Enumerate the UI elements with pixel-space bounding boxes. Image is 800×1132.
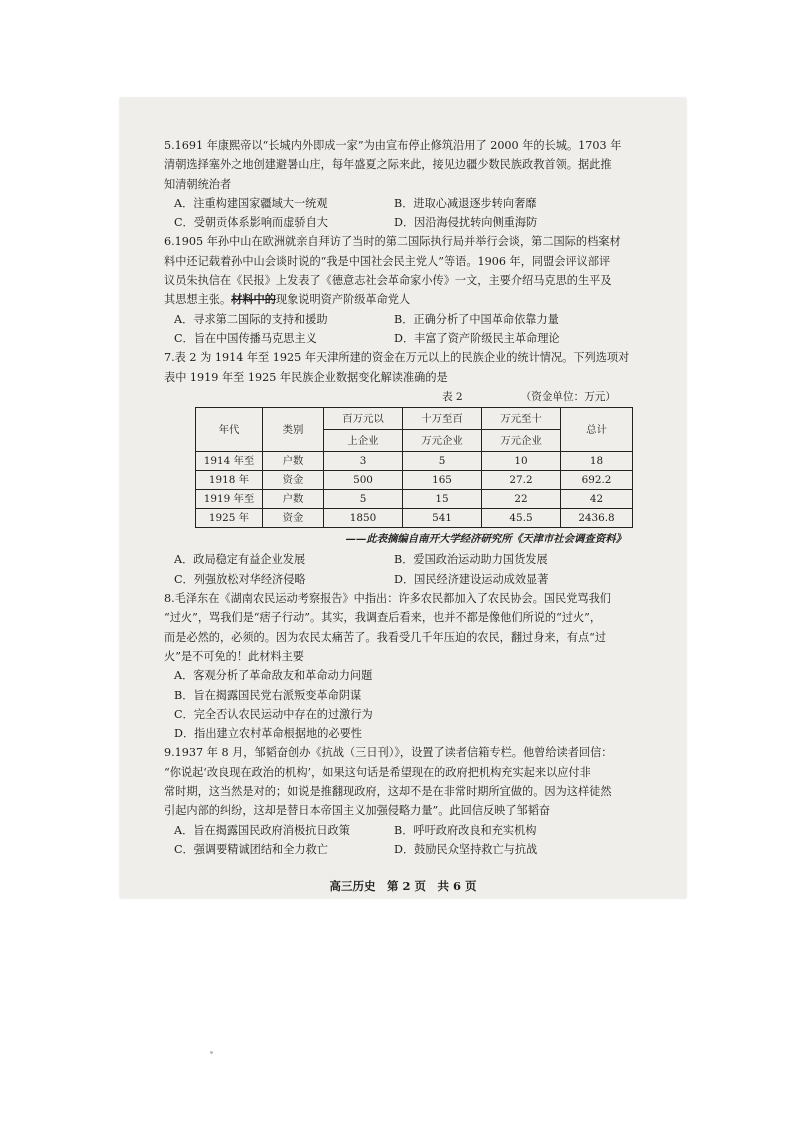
period-cell: 1918 年 — [196, 471, 263, 490]
value-cell: 27.2 — [482, 471, 561, 490]
value-cell: 3 — [324, 452, 403, 471]
value-cell: 10 — [482, 452, 561, 471]
q6-struck-text: 材料中的 — [231, 292, 276, 307]
q8-stem-line-1: 8.毛泽东在《湖南农民运动考察报告》中指出：许多农民都加入了农民协会。国民党骂我们 — [164, 592, 611, 606]
table-header-row — [196, 408, 633, 430]
q7-option-c: C．列强放松对华经济侵略 — [174, 572, 306, 586]
q9-option-a: A．旨在揭露国民政府消极抗日政策 — [174, 823, 350, 837]
q9-options — [164, 821, 656, 860]
header-million-a: 百万元以 — [324, 408, 403, 430]
category-cell: 户数 — [263, 452, 324, 471]
q5-stem-line-1: 5.1691 年康熙帝以“长城内外即成一家”为由宣布停止修筑沿用了 2000 年的长城。1703 年 — [164, 139, 622, 152]
category-cell: 资金 — [263, 509, 324, 528]
q9-stem-line-2: “你说起‘改良现在政治的机构’，如果这句话是希望现在的政府把机构充实起来以应付非 — [164, 765, 591, 779]
q8-stem-line-4: 火”是不可免的！此材料主要 — [164, 649, 304, 663]
table-caption — [164, 388, 656, 407]
header-ten-k-a: 万元至十 — [482, 408, 561, 430]
q8-options — [164, 666, 656, 743]
q6-stem-line-3: 议员朱执信在《民报》上发表了《德意志社会革命家小传》一文，主要介绍马克思的生平及 — [164, 274, 612, 288]
value-cell: 15 — [403, 490, 482, 509]
q7-stem-line-1: 7.表 2 为 1914 年至 1925 年天津所建的资金在万元以上的民族企业的统计情况。下列选项对 — [164, 351, 630, 365]
q6-option-d: D．丰富了资产阶级民主革命理论 — [394, 331, 560, 345]
q9-stem-line-1: 9.1937 年 8 月，邹韬奋创办《抗战（三日刊）》，设置了读者信箱专栏。他曾给读者回信： — [164, 746, 613, 760]
speck — [210, 1051, 213, 1054]
question-9 — [164, 743, 656, 859]
q6-options — [164, 310, 656, 349]
question-5 — [164, 136, 656, 232]
period-cell: 1925 年 — [196, 509, 263, 528]
q5-stem-line-2: 清朝选择塞外之地创建避暑山庄，每年盛夏之际来此，接见边疆少数民族政教首领。据此推 — [164, 158, 612, 172]
q7-option-b: B．爱国政治运动助力国货发展 — [394, 553, 548, 567]
header-hundred-k-a: 十万至百 — [403, 408, 482, 430]
q6-stem-line-1: 6.1905 年孙中山在欧洲就亲自拜访了当时的第二国际执行局并举行会谈，第二国际的档案材 — [164, 235, 621, 249]
period-cell: 1919 年至 — [196, 490, 263, 509]
table-row — [196, 452, 633, 471]
q7-options — [164, 550, 656, 589]
total-cell: 18 — [561, 452, 633, 471]
q6-stem-line-2: 料中还记载着孙中山会谈时说的“我是中国社会民主党人”等语。1906 年，同盟会评议部评 — [164, 254, 611, 268]
value-cell: 22 — [482, 490, 561, 509]
period-cell: 1914 年至 — [196, 452, 263, 471]
value-cell: 541 — [403, 509, 482, 528]
table-row — [196, 509, 633, 528]
q5-option-d: D．因沿海侵扰转向侧重海防 — [394, 216, 538, 230]
q5-option-a: A．注重构建国家疆域大一统观 — [174, 196, 328, 210]
total-cell: 42 — [561, 490, 633, 509]
table-source: ——此表摘编自南开大学经济研究所《天津市社会调查资料》 — [345, 533, 626, 546]
q9-stem-line-4: 引起内部的纠纷，这却是替日本帝国主义加强侵略力量”。此回信反映了邹韬奋 — [164, 804, 551, 818]
q8-stem-line-2: “过火”，骂我们是“痞子行动”。其实，我调查后看来，也并不都是像他们所说的“过火”， — [164, 611, 602, 625]
q7-option-d: D．国民经济建设运动成效显著 — [394, 572, 549, 586]
header-ten-k-b: 万元企业 — [482, 430, 561, 452]
q9-option-b: B．呼吁政府改良和充实机构 — [394, 823, 537, 837]
total-cell: 692.2 — [561, 471, 633, 490]
q8-option-c: C．完全否认农民运动中存在的过激行为 — [174, 707, 373, 721]
value-cell: 5 — [403, 452, 482, 471]
table-row — [196, 471, 633, 490]
page-footer: 高三历史 第 2 页 共 6 页 — [329, 879, 477, 893]
category-cell: 资金 — [263, 471, 324, 490]
q8-option-b: B．旨在揭露国民党右派叛变革命阴谋 — [174, 688, 362, 702]
table-unit: （资金单位：万元） — [520, 390, 616, 403]
header-category: 类别 — [263, 408, 324, 452]
q9-option-c: C．强调要精诚团结和全力救亡 — [174, 842, 328, 856]
total-cell: 2436.8 — [561, 509, 633, 528]
q9-option-d: D．鼓励民众坚持救亡与抗战 — [394, 842, 538, 856]
table-title: 表 2 — [441, 390, 463, 403]
q7-stem-line-2: 表中 1919 年至 1925 年民族企业数据变化解读准确的是 — [164, 370, 448, 384]
enterprise-table — [195, 407, 633, 528]
header-million-b: 上企业 — [324, 430, 403, 452]
q7-option-a: A．政局稳定有益企业发展 — [174, 553, 306, 567]
q5-option-c: C．受朝贡体系影响而虚骄自大 — [174, 216, 328, 230]
q9-stem-line-3: 常时期，这当然是对的；如说是推翻现政府，这却不是在非常时期所宜做的。因为这样徒然 — [164, 785, 612, 799]
value-cell: 500 — [324, 471, 403, 490]
value-cell: 5 — [324, 490, 403, 509]
table-row — [196, 490, 633, 509]
page-content — [164, 136, 656, 859]
header-hundred-k-b: 万元企业 — [403, 430, 482, 452]
q6-option-a: A．寻求第二国际的支持和援助 — [174, 312, 328, 326]
q8-option-d: D．指出建立农村革命根据地的必要性 — [174, 727, 362, 741]
header-total: 总计 — [561, 408, 633, 452]
value-cell: 1850 — [324, 509, 403, 528]
q5-options — [164, 194, 656, 233]
q5-option-b: B．进取心减退逐步转向奢靡 — [394, 196, 537, 210]
q5-stem-line-3: 知清朝统治者 — [164, 177, 232, 191]
question-8 — [164, 589, 656, 743]
q8-stem-line-3: 而是必然的，必须的。因为农民太痛苦了。我看受几千年压迫的农民，翻过身来，有点“过 — [164, 630, 607, 644]
exam-page — [120, 98, 686, 898]
question-6 — [164, 232, 656, 348]
q6-option-b: B．正确分析了中国革命依靠力量 — [394, 312, 559, 326]
q6-option-c: C．旨在中国传播马克思主义 — [174, 331, 317, 345]
q6-stem-line-4-text: 其思想主张。 — [164, 293, 232, 307]
header-period: 年代 — [196, 408, 263, 452]
value-cell: 45.5 — [482, 509, 561, 528]
q6-stem-line-4 — [164, 290, 656, 309]
category-cell: 户数 — [263, 490, 324, 509]
q6-stem-tail: 现象说明资产阶级革命党人 — [275, 293, 411, 307]
q8-option-a: A．客观分析了革命敌友和革命动力问题 — [174, 669, 373, 683]
value-cell: 165 — [403, 471, 482, 490]
question-7 — [164, 348, 656, 589]
